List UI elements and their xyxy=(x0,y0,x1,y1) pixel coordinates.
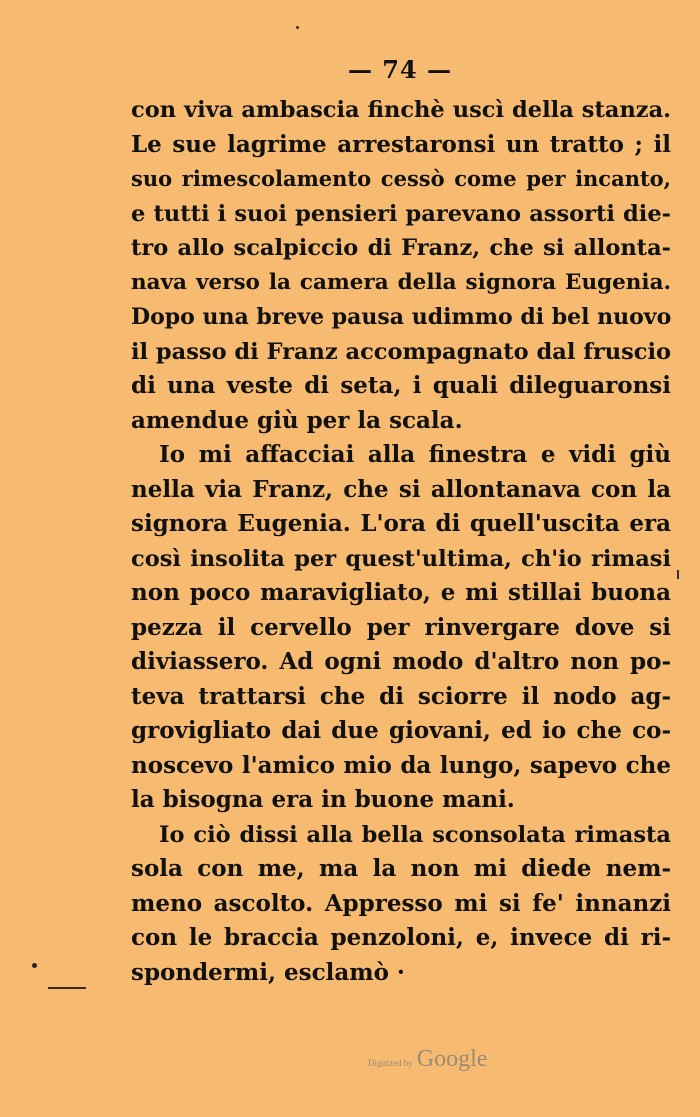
text-line: spondermi, esclamò · xyxy=(131,958,405,986)
page-number: — 74 — xyxy=(347,55,453,84)
text-line: tro allo scalpiccio di Franz, che si allonta- xyxy=(131,235,671,261)
text-line: nella via Franz, che si allontanava con la xyxy=(131,475,671,503)
text-line: non poco maravigliato, e mi stillai buona xyxy=(131,579,671,606)
text-line: suo rimescolamento cessò come per incanto, xyxy=(131,166,671,191)
text-line: e tutti i suoi pensieri parevano assorti die- xyxy=(131,200,671,227)
stray-ink-dot xyxy=(296,26,299,29)
text-line: Le sue lagrime arrestaronsi un tratto ; il xyxy=(131,130,671,158)
digitized-by-google-watermark xyxy=(368,1046,487,1073)
text-line: sola con me, ma la non mi diede nem- xyxy=(131,855,671,882)
text-line: teva trattarsi che di sciorre il nodo ag- xyxy=(131,682,671,710)
text-line: con le braccia penzoloni, e, invece di ri- xyxy=(131,924,671,951)
watermark-prefix: Digitized by xyxy=(368,1058,413,1068)
google-logo: Google xyxy=(416,1046,488,1072)
text-line: meno ascolto. Appresso mi si fe' innanzi xyxy=(131,889,671,917)
text-line: amendue giù per la scala. xyxy=(131,406,463,434)
text-line: la bisogna era in buone mani. xyxy=(131,786,515,813)
text-line: Io ciò dissi alla bella sconsolata rimasta xyxy=(159,821,671,848)
text-line: noscevo l'amico mio da lungo, sapevo che xyxy=(131,751,671,779)
text-line: diviassero. Ad ogni modo d'altro non po- xyxy=(131,648,671,675)
text-line: di una veste di seta, i quali dileguaronsi xyxy=(131,372,671,399)
margin-dot xyxy=(32,963,37,968)
text-line: con viva ambascia finchè uscì della stanza. xyxy=(131,97,671,123)
body-text xyxy=(131,93,671,990)
text-line: nava verso la camera della signora Eugenia. xyxy=(131,269,671,295)
text-line: Io mi affacciai alla finestra e vidi giù xyxy=(159,441,671,468)
text-line: così insolita per quest'ultima, ch'io rimasi xyxy=(131,545,671,572)
text-line: il passo di Franz accompagnato dal fruscio xyxy=(131,338,671,365)
text-line: pezza il cervello per rinvergare dove si xyxy=(131,613,671,641)
text-line: signora Eugenia. L'ora di quell'uscita era xyxy=(131,510,671,537)
text-line: Dopo una breve pausa udimmo di bel nuovo xyxy=(131,304,671,330)
text-line: grovigliato dai due giovani, ed io che co- xyxy=(131,717,671,744)
margin-rule xyxy=(48,987,86,989)
stray-ink-mark xyxy=(677,570,679,579)
